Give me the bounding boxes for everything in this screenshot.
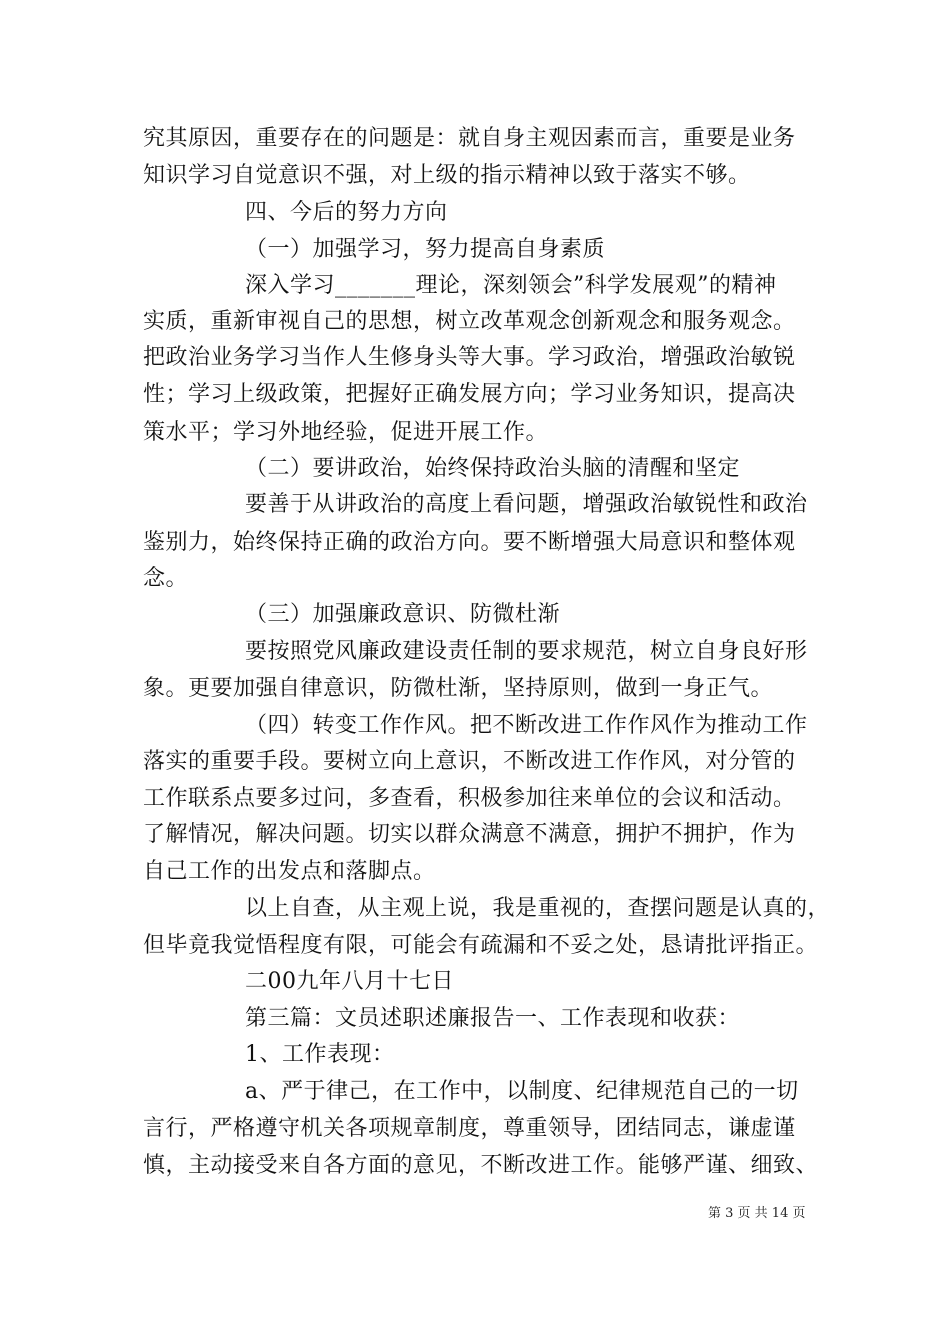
- date-line: 二00九年八月十七日: [245, 969, 454, 994]
- text-line: 把政治业务学习当作人生修身头等大事。学习政治，增强政治敏锐: [143, 345, 796, 370]
- subsection-heading: （一）加强学习，努力提高自身素质: [245, 237, 606, 262]
- page-number: 第 3 页 共 14 页: [708, 1206, 806, 1221]
- text-line: 慎，主动接受来自各方面的意见，不断改进工作。能够严谨、细致、: [143, 1153, 819, 1178]
- text-line: a、严于律己，在工作中，以制度、纪律规范自己的一切: [245, 1079, 799, 1104]
- text-line: 要善于从讲政治的高度上看问题，增强政治敏锐性和政治: [245, 492, 808, 517]
- text-line: 言行，严格遵守机关各项规章制度，尊重领导，团结同志，谦虚谨: [143, 1116, 796, 1141]
- text-line: 工作联系点要多过问，多查看，积极参加往来单位的会议和活动。: [143, 786, 796, 811]
- text-line: 知识学习自觉意识不强，对上级的指示精神以致于落实不够。: [143, 163, 751, 188]
- text-line: 鉴别力，始终保持正确的政治方向。要不断增强大局意识和整体观: [143, 530, 796, 555]
- text-line: 策水平；学习外地经验，促进开展工作。: [143, 420, 549, 445]
- subsection-heading: （四）转变工作作风。把不断改进工作作风作为推动工作: [245, 713, 808, 738]
- text-line: 但毕竟我觉悟程度有限，可能会有疏漏和不妥之处，恳请批评指正。: [143, 933, 819, 958]
- subsection-heading: 1、工作表现：: [245, 1042, 395, 1067]
- text-line: 念。: [143, 566, 189, 591]
- text-line: 以上自查，从主观上说，我是重视的，查摆问题是认真的，: [245, 896, 831, 921]
- text-line: 实质，重新审视自己的思想，树立改革观念创新观念和服务观念。: [143, 309, 796, 334]
- text-line: 象。更要加强自律意识，防微杜渐，坚持原则，做到一身正气。: [143, 676, 774, 701]
- text-line: 性；学习上级政策，把握好正确发展方向；学习业务知识，提高决: [143, 382, 796, 407]
- text-line: 落实的重要手段。要树立向上意识，不断改进工作作风，对分管的: [143, 749, 796, 774]
- text-line: 要按照党风廉政建设责任制的要求规范，树立自身良好形: [245, 639, 808, 664]
- text-line: 了解情况，解决问题。切实以群众满意不满意，拥护不拥护，作为: [143, 822, 796, 847]
- text-line: 究其原因，重要存在的问题是：就自身主观因素而言，重要是业务: [143, 126, 796, 151]
- subsection-heading: （三）加强廉政意识、防微杜渐: [245, 602, 561, 627]
- section-heading: 四、今后的努力方向: [245, 200, 448, 225]
- text-line: 深入学习_______理论，深刻领会”科学发展观”的精神: [245, 273, 777, 298]
- text-line: 自己工作的出发点和落脚点。: [143, 859, 436, 884]
- chapter-heading: 第三篇：文员述职述廉报告一、工作表现和收获：: [245, 1006, 741, 1031]
- subsection-heading: （二）要讲政治，始终保持政治头脑的清醒和坚定: [245, 456, 741, 481]
